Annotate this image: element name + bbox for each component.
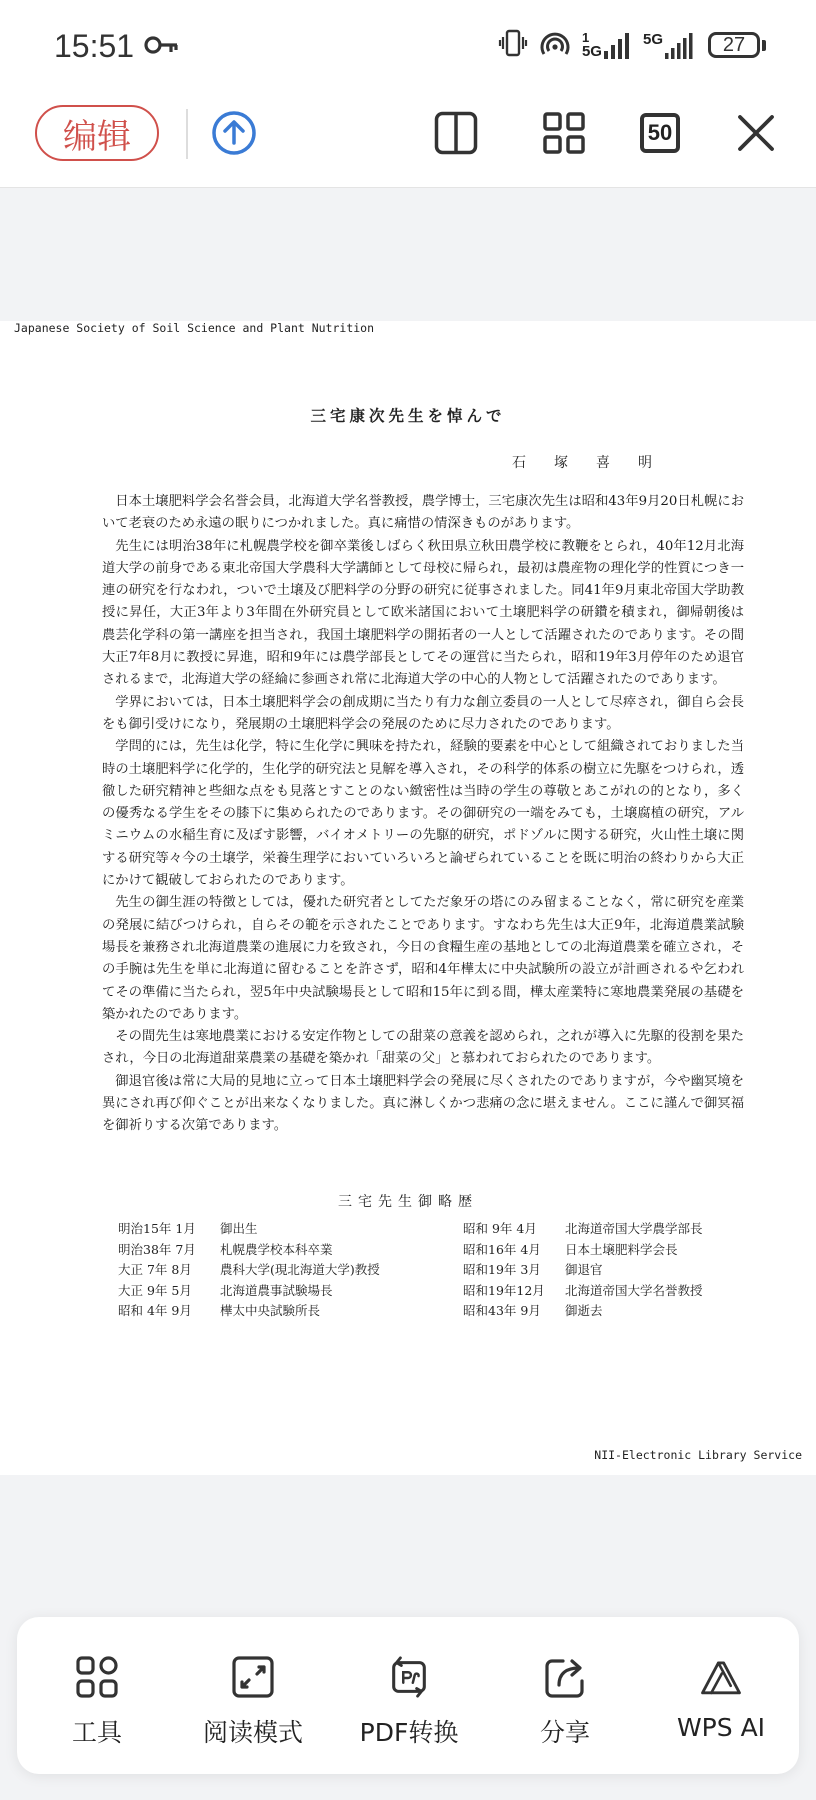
history-date: 昭和19年 3月: [463, 1262, 541, 1277]
signal-2: [643, 31, 698, 59]
signal-bars-icon: [603, 31, 633, 59]
history-date: 大正 9年 5月: [118, 1282, 192, 1298]
paragraph: 学界においては，日本土壌肥料学会の創成期に当たり有力な創立委員の一人として尽瘁され，御自ら会長をも御引受けになり，発展期の土壌肥料学会の発展のために尽力されたのであります。: [102, 694, 744, 732]
pdf-convert-button[interactable]: [331, 1617, 487, 1774]
history-event: 御逝去: [565, 1303, 603, 1318]
history-event: 北海道帝国大学農学部長: [565, 1221, 703, 1236]
tools-grid-icon: [75, 1655, 119, 1699]
page-header: Japanese Society of Soil Science and Plant Nutrition: [14, 321, 375, 335]
signal-2-label: 5G: [642, 31, 663, 48]
document-body: [102, 491, 744, 1138]
tools-button[interactable]: [19, 1617, 175, 1774]
history-title: 三宅先生御略歴: [338, 1194, 478, 1210]
pdf-convert-icon: [387, 1655, 431, 1699]
paragraph: 日本土壌肥料学会名誉会員，北海道大学名誉教授，農学博士，三宅康次先生は昭和43年9月20日札幌において老衰のため永遠の眠りにつかれました。真に痛惜の情深きものがあります。: [102, 494, 744, 532]
history-event: 日本土壌肥料学会長: [565, 1241, 678, 1257]
toolbar-divider: [186, 109, 188, 159]
upload-button[interactable]: [210, 109, 258, 157]
history-date: 昭和43年 9月: [463, 1303, 541, 1318]
reading-mode-label: 阅读模式: [202, 1718, 303, 1747]
share-button[interactable]: [487, 1617, 643, 1774]
history-row: [118, 1301, 380, 1322]
paragraph: 先生の御生涯の特徴としては，優れた研究者としてただ象牙の塔にのみ留まることなく，常に研究を産業の発展に結びつけられ，自らその範を示されたことであります。すなわち先生は大正9年，北海道農業試験場長を兼務され北海道農業の進展に力を致され，今日の食糧生産の基地としての北海道農業を確立され，その手腕は先生を単に北海道に留むることを許さず，昭和4年樺太に中央試験所の設立が計画されるや乞われてその準備に当たられ，翌5年中央試験場長として昭和15年に到る間，樺太産業特に寒地農業発展の基礎を築かれたのであります。: [102, 895, 744, 1022]
history-event: 北海道帝国大学名誉教授: [565, 1282, 703, 1298]
paragraph: 先生には明治38年に札幌農学校を御卒業後しばらく秋田県立秋田農学校に教鞭をとられ，40年12月北海道大学の前身である東北帝国大学農科大学講師として母校に帰られ，最初は農産物の理化学的性質につき一連の研究を行なわれ，ついで土壌及び肥料学の分野の研究に従事されました。同41年9月東北帝国大学助教授に昇任，大正3年より3年間在外研究員として欧米諸国において土壌肥料学の研鑽を積まれ，御帰朝後は農芸化学科の第一講座を担当され，我国土壌肥料学の開拓者の一人として活躍されたのであります。その間大正7年8月に教授に昇進，昭和9年には農学部長としてその運営に当たられ，昭和19年3月停年のため退官されるまで，北海道大学の経綸に参画され常に北海道大学の中心的人物として活躍されたのであります。: [102, 538, 744, 688]
history-event: 樺太中央試験所長: [220, 1303, 321, 1318]
history-event: 御出生: [220, 1221, 258, 1236]
upload-arrow-icon: [211, 110, 257, 156]
history-row: [463, 1301, 703, 1322]
share-label: 分享: [539, 1718, 590, 1747]
hotspot-icon: [538, 28, 572, 62]
grid-view-icon: [542, 111, 586, 155]
history-row: [118, 1240, 380, 1261]
key-icon: [143, 34, 179, 60]
history-date: 昭和 4年 9月: [118, 1303, 192, 1318]
history-event: 農科大学(現北海道大学)教授: [220, 1262, 380, 1277]
history-date: 昭和19年12月: [463, 1282, 545, 1298]
split-view-icon: [434, 111, 478, 155]
history-date: 昭和 9年 4月: [463, 1221, 537, 1236]
history-date: 明治38年 7月: [118, 1241, 196, 1257]
document-page[interactable]: [0, 321, 816, 1475]
signal-1-sup: 1: [581, 30, 590, 45]
history-event: 御退官: [565, 1262, 603, 1277]
history-date: 明治15年 1月: [118, 1221, 196, 1236]
reading-mode-button[interactable]: [175, 1617, 331, 1774]
history-row: [463, 1260, 703, 1281]
status-time: 15:51: [54, 28, 135, 64]
wps-ai-button[interactable]: [643, 1617, 799, 1774]
page-count-button[interactable]: 50: [640, 113, 680, 153]
status-bar: [0, 0, 816, 95]
battery-level: 27: [708, 32, 760, 58]
split-view-button[interactable]: [432, 109, 480, 157]
history-date: 昭和16年 4月: [463, 1241, 541, 1257]
paragraph: その間先生は寒地農業における安定作物としての甜菜の意義を認められ，之れが導入に先駆的役割を果たされ，今日の北海道甜菜農業の基礎を築かれ「甜菜の父」と慕われておられたのであります。: [102, 1029, 744, 1067]
paragraph: 学問的には，先生は化学，特に生化学に興味を持たれ，経験的要素を中心として組織されておりました当時の土壌肥料学に化学的，生化学的研究法と見解を導入され，その科学的体系の樹立に先駆をつけられ，透徹した研究精神と些細な点をも見落とすことのない緻密性は当時の学生の尊敬とあこがれの的となり，多くの優秀なる学生をその膝下に集められたのであります。その御研究の一端をみても，土壌腐植の研究，アルミニウムの水稲生育に及ぼす影響，バイオメトリーの先駆的研究，ポドゾルに関する研究，火山性土壌に関する研究等々今の土壌学，栄養生理学においていろいろと論ぜられていることを既に明治の終わりから大正にかけて観破しておられたのであります。: [102, 739, 744, 889]
wps-ai-icon: [699, 1655, 743, 1699]
history-event: 札幌農学校本科卒業: [220, 1241, 333, 1257]
history-list-right: [463, 1219, 703, 1322]
share-icon: [543, 1655, 587, 1699]
history-event: 北海道農事試験場長: [220, 1282, 333, 1298]
document-title: 三宅康次先生を悼んで: [310, 406, 506, 425]
paragraph: 御退官後は常に大局的見地に立って日本土壌肥料学会の発展に尽くされたのでありますが，今や幽冥境を異にされ再び仰ぐことが出来なくなりました。真に淋しくかつ悲痛の念に堪えません。ここに謹んで御冥福を御祈りする次第であります。: [102, 1073, 744, 1134]
vibrate-icon: [498, 28, 528, 62]
history-row: [463, 1240, 703, 1261]
document-author: 石塚喜明: [512, 455, 680, 471]
history-date: 大正 7年 8月: [118, 1262, 192, 1277]
wps-ai-label: WPS AI: [676, 1713, 766, 1742]
battery-icon: [708, 32, 766, 58]
top-toolbar: [0, 95, 816, 188]
history-row: [118, 1219, 380, 1240]
history-row: [463, 1281, 703, 1302]
status-icons: [498, 28, 766, 62]
signal-1-label: 5G: [581, 43, 602, 60]
history-row: [118, 1260, 380, 1281]
signal-bars-icon: [664, 31, 698, 59]
close-icon: [734, 111, 778, 155]
signal-1: [582, 31, 633, 59]
history-row: [463, 1219, 703, 1240]
tools-label: 工具: [71, 1718, 122, 1747]
grid-view-button[interactable]: [540, 109, 588, 157]
page-footer: NII-Electronic Library Service: [594, 1448, 802, 1462]
pdf-convert-label: PDF转换: [359, 1718, 459, 1747]
bottom-action-bar: [17, 1617, 799, 1774]
edit-button[interactable]: 编辑: [35, 105, 159, 161]
history-list-left: [118, 1219, 380, 1322]
close-button[interactable]: [732, 109, 780, 157]
history-row: [118, 1281, 380, 1302]
expand-icon: [231, 1655, 275, 1699]
